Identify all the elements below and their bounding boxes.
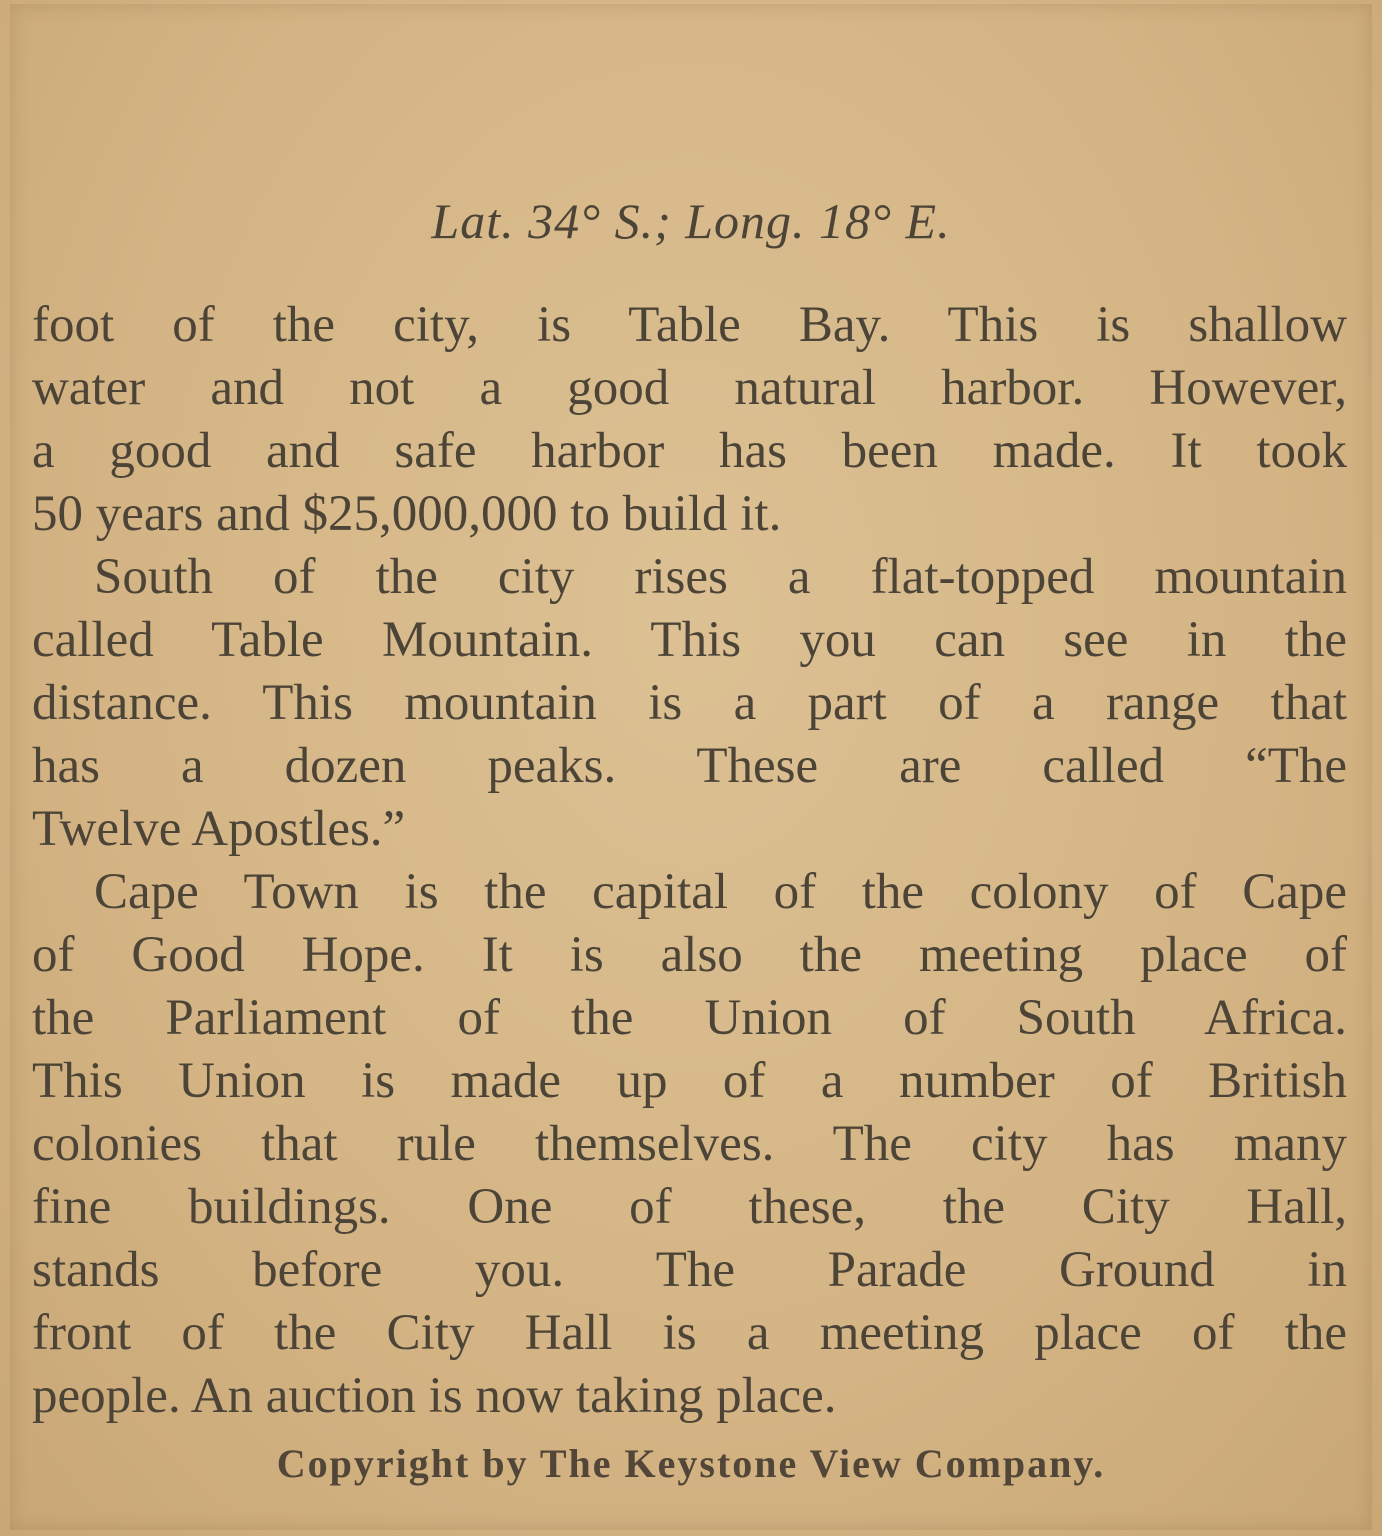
coordinates-heading: Lat. 34° S.; Long. 18° E.	[431, 193, 951, 249]
text-line: South of the city rises a flat-topped mountain	[94, 549, 1347, 605]
paragraph	[32, 546, 1347, 861]
text-line: front of the City Hall is a meeting place of the	[32, 1305, 1347, 1361]
text-line: Cape Town is the capital of the colony of Cape	[94, 864, 1347, 920]
text-line: distance. This mountain is a part of a range that	[32, 675, 1347, 731]
text-line: fine buildings. One of these, the City Hall,	[32, 1179, 1347, 1235]
text-line: stands before you. The Parade Ground in	[32, 1242, 1347, 1298]
text-line: foot of the city, is Table Bay. This is shallow	[32, 297, 1347, 353]
text-line: Twelve Apostles.”	[32, 801, 406, 857]
text-line: colonies that rule themselves. The city has many	[32, 1116, 1347, 1172]
text-line: water and not a good natural harbor. However,	[32, 360, 1347, 416]
copyright-notice: Copyright by The Keystone View Company.	[276, 1441, 1106, 1486]
body-text	[32, 294, 1347, 1428]
text-line: of Good Hope. It is also the meeting place of	[32, 927, 1347, 983]
paragraph	[32, 861, 1347, 1428]
text-line: 50 years and $25,000,000 to build it.	[32, 486, 782, 542]
text-line: has a dozen peaks. These are called “The	[32, 738, 1347, 794]
text-line: This Union is made up of a number of British	[32, 1053, 1347, 1109]
text-line: the Parliament of the Union of South Africa.	[32, 990, 1347, 1046]
text-line: called Table Mountain. This you can see in the	[32, 612, 1347, 668]
text-line: a good and safe harbor has been made. It took	[32, 423, 1347, 479]
text-line: people. An auction is now taking place.	[32, 1368, 837, 1424]
paragraph	[32, 294, 1347, 546]
